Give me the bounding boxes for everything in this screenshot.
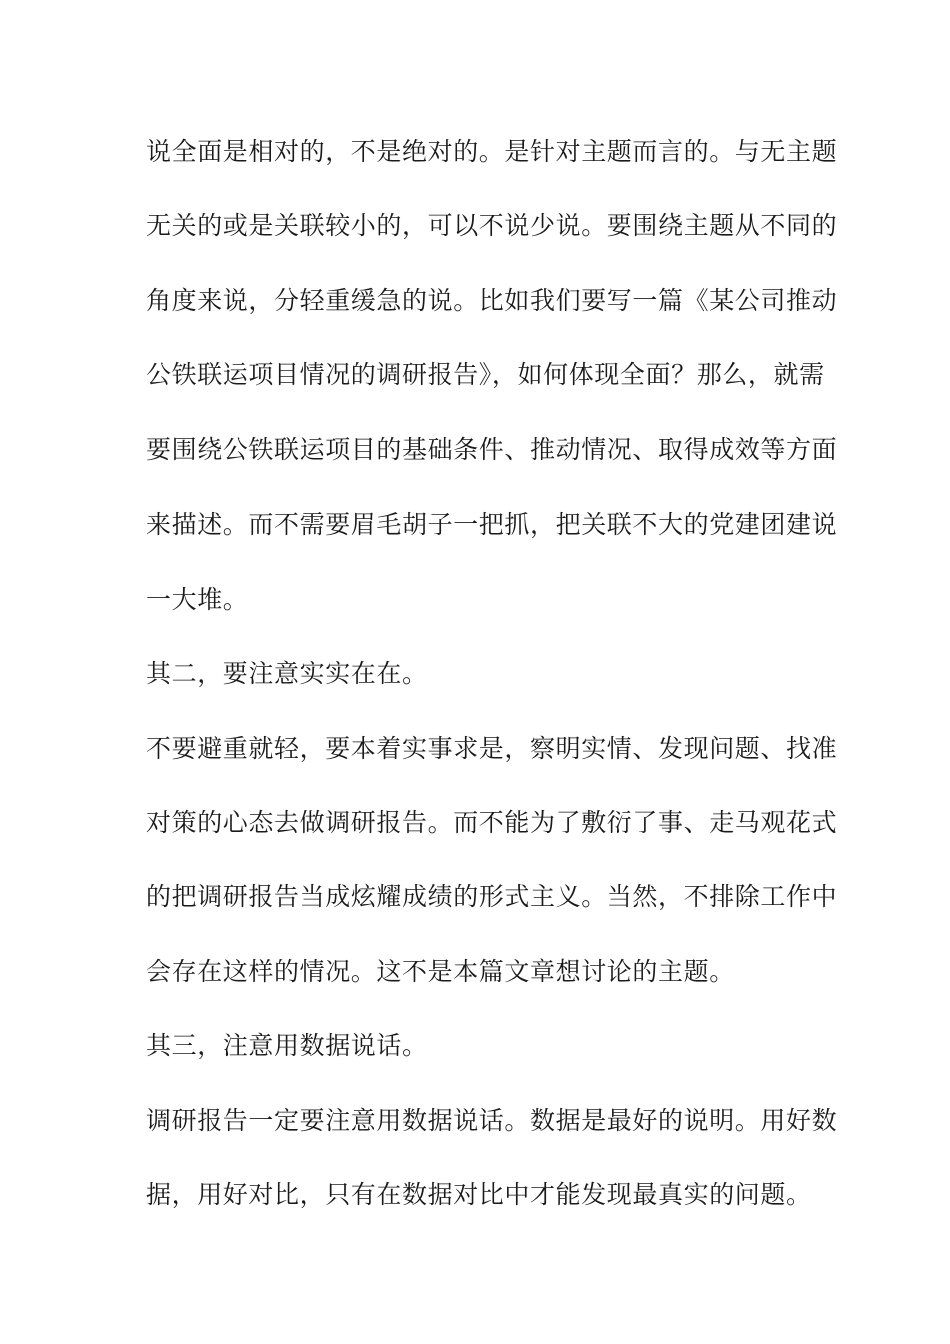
paragraph-line: 来描述。而不需要眉毛胡子一把抓，把关联不大的党建团建说 <box>146 510 838 539</box>
paragraph-line: 会存在这样的情况。这不是本篇文章想讨论的主题。 <box>146 957 735 986</box>
paragraph-line: 不要避重就轻，要本着实事求是，察明实情、发现问题、找准 <box>146 734 838 763</box>
section-heading: 其二，要注意实实在在。 <box>146 659 428 688</box>
section-heading: 其三，注意用数据说话。 <box>146 1031 428 1060</box>
paragraph-line: 说全面是相对的，不是绝对的。是针对主题而言的。与无主题 <box>146 137 838 166</box>
paragraph-line: 角度来说，分轻重缓急的说。比如我们要写一篇《某公司推动 <box>146 286 838 315</box>
paragraph-line: 公铁联运项目情况的调研报告》，如何体现全面？那么，就需 <box>146 360 825 389</box>
paragraph-line: 一大堆。 <box>146 585 249 614</box>
paragraph-line: 据，用好对比，只有在数据对比中才能发现最真实的问题。 <box>146 1180 812 1209</box>
paragraph-line: 无关的或是关联较小的，可以不说少说。要围绕主题从不同的 <box>146 211 838 240</box>
paragraph-line: 调研报告一定要注意用数据说话。数据是最好的说明。用好数 <box>146 1106 838 1135</box>
paragraph-line: 的把调研报告当成炫耀成绩的形式主义。当然，不排除工作中 <box>146 882 838 911</box>
paragraph-line: 对策的心态去做调研报告。而不能为了敷衍了事、走马观花式 <box>146 808 838 837</box>
paragraph-line: 要围绕公铁联运项目的基础条件、推动情况、取得成效等方面 <box>146 435 838 464</box>
